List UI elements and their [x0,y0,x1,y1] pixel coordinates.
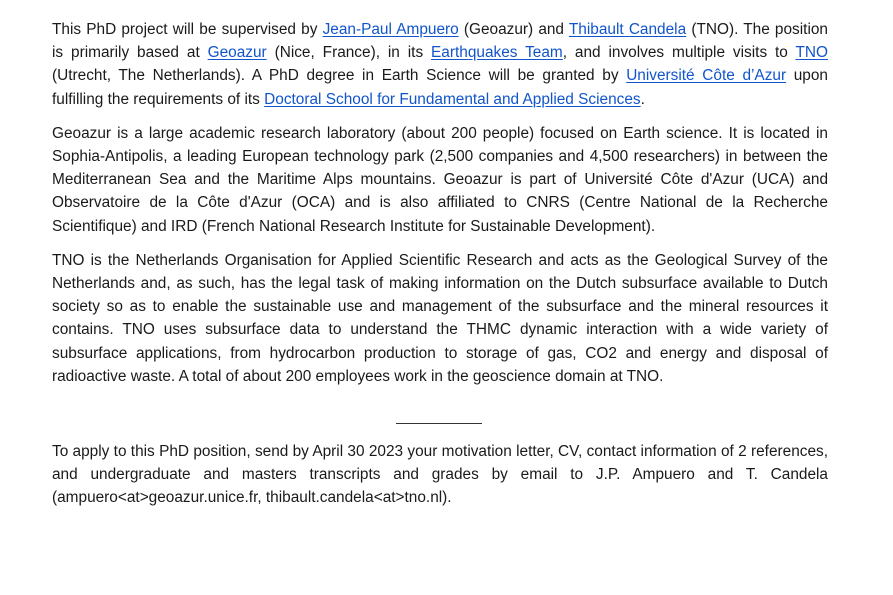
paragraph-text: , and involves multiple visits to [562,44,796,62]
section-divider [396,423,482,424]
link-earthquakes-team[interactable]: Earthquakes Team [431,44,563,62]
link-doctoral-school[interactable]: Doctoral School for Fundamental and Applied Sciences [264,90,641,108]
paragraph-text: (Utrecht, The Netherlands). A PhD degree in Earth Science will be granted by [52,67,627,85]
paragraph-text: (Nice, France), in its [266,44,432,62]
geoazur-paragraph: Geoazur is a large academic research laboratory (about 200 people) focused on Earth science. It is located in Sophia-Antipolis, a leading European technology park (2,500 companies and 4,500 researchers) in between the Mediterranean Sea and the Maritime Alps mountains. Geoazur is part of Université Côte d'Azur (UCA) and Observatoire de la Côte d'Azur (OCA) and is also affiliated to CNRS (Centre National de la Recherche Scientifique) and IRD (French National Research Institute for Sustainable Development). [52,124,828,235]
paragraph-text: . [640,90,645,108]
supervision-paragraph [52,18,828,111]
paragraph-text: (Geoazur) and [458,21,569,38]
paragraph-text: (TNO). The position is primarily based at [52,21,828,62]
paragraph-text: This PhD project will be supervised by [52,21,323,38]
link-thibault-candela[interactable]: Thibault Candela [568,21,687,38]
document-body [52,18,828,510]
tno-paragraph: TNO is the Netherlands Organisation for Applied Scientific Research and acts as the Geological Survey of the Netherlands and, as such, has the legal task of making information on the Dutch subsurface available to Dutch society so as to enable the sustainable use and management of the subsurface and the mineral resources it contains. TNO uses subsurface data to understand the THMC dynamic interaction with a wide variety of subsurface applications, from hydrocarbon production to storage of gas, CO2 and energy and disposal of radioactive waste. A total of about 200 employees work in the geoscience domain at TNO. [52,251,828,385]
paragraph-text: upon fulfilling the requirements of its [52,67,828,108]
application-paragraph: To apply to this PhD position, send by April 30 2023 your motivation letter, CV, contact information of 2 references, and undergraduate and masters transcripts and grades by email to J.P. Ampuero and T. Candela (ampuero<at>geoazur.unice.fr, thibault.candela<at>tno.nl). [52,443,828,507]
link-geoazur[interactable]: Geoazur [207,44,267,62]
link-universite-cote-dazur[interactable]: Université Côte d’Azur [626,67,787,85]
link-tno[interactable]: TNO [795,44,828,62]
link-jean-paul-ampuero[interactable]: Jean-Paul Ampuero [322,21,459,38]
